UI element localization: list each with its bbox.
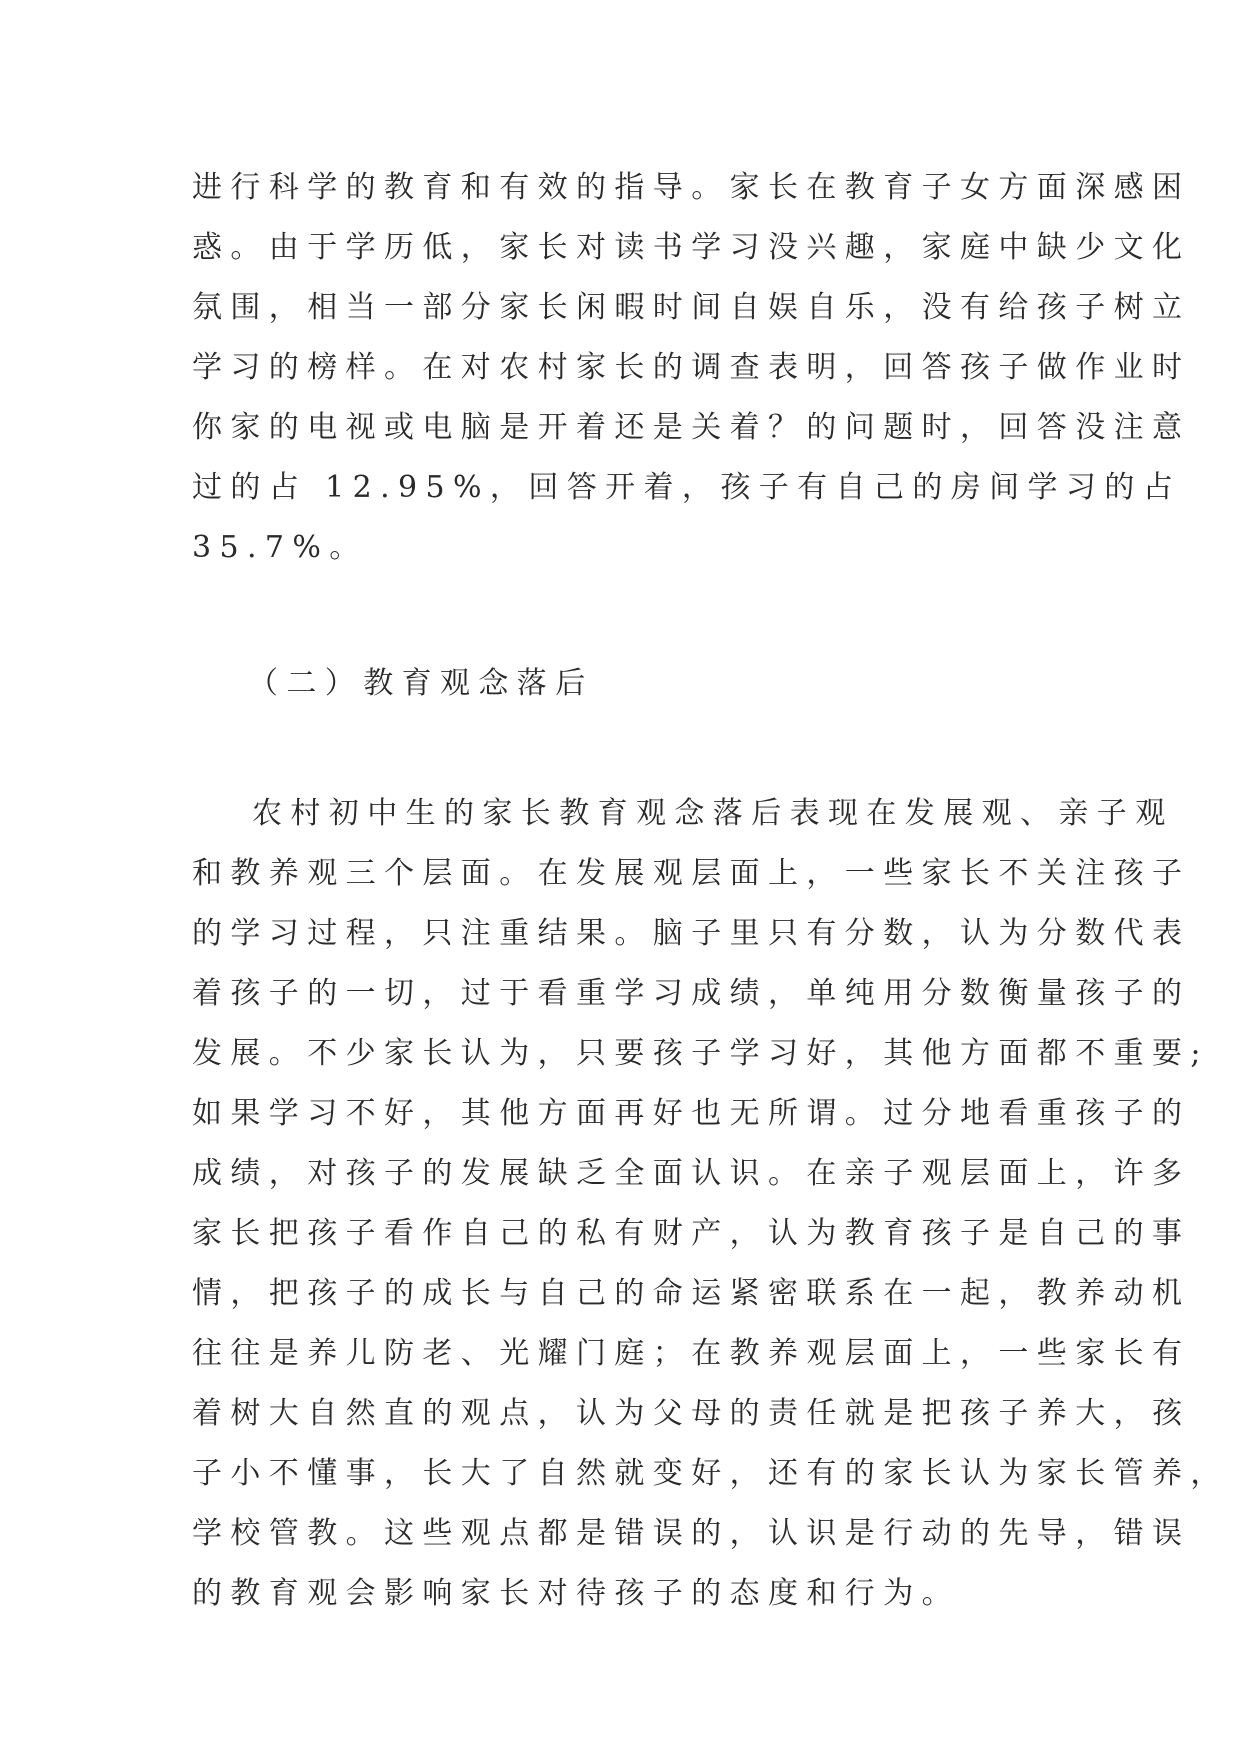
text-line: 学校管教。这些观点都是错误的，认识是行动的先导，错误 [192, 1516, 1191, 1551]
text-line: 你家的电视或电脑是开着还是关着？的问题时，回答没注意 [192, 410, 1191, 445]
text-line: 过的占 12.95%，回答开着，孩子有自己的房间学习的占 [192, 470, 1182, 505]
text-line: 学习的榜样。在对农村家长的调查表明，回答孩子做作业时 [192, 350, 1191, 385]
text-line: 着孩子的一切，过于看重学习成绩，单纯用分数衡量孩子的 [192, 976, 1191, 1011]
text-line: 成绩，对孩子的发展缺乏全面认识。在亲子观层面上，许多 [192, 1156, 1191, 1191]
text-line: 发展。不少家长认为，只要孩子学习好，其他方面都不重要; [192, 1036, 1209, 1071]
section-heading: （二）教育观念落后 [248, 666, 594, 701]
text-line: 往往是养儿防老、光耀门庭；在教养观层面上，一些家长有 [192, 1336, 1191, 1371]
text-line: 的教育观会影响家长对待孩子的态度和行为。 [192, 1576, 960, 1611]
text-line: 氛围，相当一部分家长闲暇时间自娱自乐，没有给孩子树立 [192, 290, 1191, 325]
text-line: 35.7%。 [192, 530, 368, 565]
document-body [192, 158, 1229, 1624]
paragraph-2 [192, 784, 1229, 1624]
text-line: 子小不懂事，长大了自然就变好，还有的家长认为家长管养， [192, 1456, 1229, 1491]
paragraph-1 [192, 158, 1191, 578]
text-line: 惑。由于学历低，家长对读书学习没兴趣，家庭中缺少文化 [192, 230, 1191, 265]
text-line: 如果学习不好，其他方面再好也无所谓。过分地看重孩子的 [192, 1096, 1191, 1131]
text-line: 家长把孩子看作自己的私有财产，认为教育孩子是自己的事 [192, 1216, 1191, 1251]
text-line: 和教养观三个层面。在发展观层面上，一些家长不关注孩子 [192, 856, 1191, 891]
text-line: 进行科学的教育和有效的指导。家长在教育子女方面深感困 [192, 170, 1191, 205]
text-line: 情，把孩子的成长与自己的命运紧密联系在一起，教养动机 [192, 1276, 1191, 1311]
text-line: 着树大自然直的观点，认为父母的责任就是把孩子养大，孩 [192, 1396, 1191, 1431]
text-line: 的学习过程，只注重结果。脑子里只有分数，认为分数代表 [192, 916, 1191, 951]
text-line-first: 农村初中生的家长教育观念落后表现在发展观、亲子观 [252, 796, 1174, 831]
